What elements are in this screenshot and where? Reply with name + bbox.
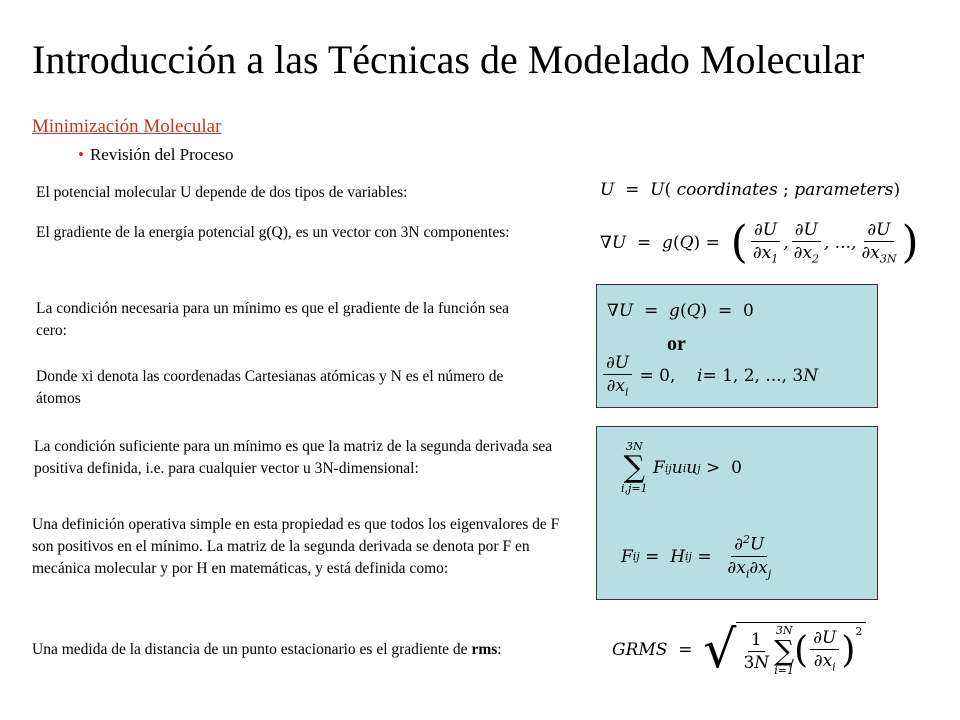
bullet-text: Revisión del Proceso: [89, 145, 234, 164]
text-coordinates: Donde xi denota las coordenadas Cartesianas atómicas y N es el número de átomos: [36, 368, 504, 407]
text-gradient: El gradiente de la energía potencial g(Q), es un vector con 3N componentes:: [36, 224, 510, 241]
eq-coordinates: coordinates: [676, 180, 778, 200]
page-title: Introducción a las Técnicas de Modelado Molecular: [32, 37, 865, 82]
text-rms-bold: rms: [471, 641, 498, 658]
condition-box-sufficient: [596, 426, 878, 600]
text-eigenvalues: Una definición operativa simple en esta propiedad es que todos los eigenvalores de F son positivos en el mínimo. La matriz de la segunda derivada se denota por F en mecánica molecular y por H en matemáticas, y está definida como:: [32, 516, 560, 577]
or-label: or: [667, 333, 686, 355]
equation-potential: U = U( coordinates ; parameters): [600, 180, 901, 200]
condition-box-necessary: [596, 284, 878, 408]
eq-parameters: parameters: [794, 180, 894, 200]
bullet-dot-icon: •: [78, 145, 84, 164]
eq-partial-zero: $\frac{\partial U}{\partial x_i}$ = 0, i = 1, 2, ..., 3 N: [601, 353, 818, 398]
equation-grms: GRMS = √ $\frac{1}{3N}$ 3N ∑ i=1 ( $\frac{\partial U}{\partial x_i}$ ) $^2$: [612, 622, 866, 677]
equation-gradient: ∇ U = g ( Q ) = ( $\frac{\partial U}{\partial x_1}$ , $\frac{\partial U}{\partial x_2}$ , ..., $\frac{\partial U}{\partial x_{3N}}$ ): [600, 216, 919, 268]
text-rms-prefix: Una medida de la distancia de un punto estacionario es el gradiente de: [32, 641, 472, 658]
section-heading: Minimización Molecular: [32, 116, 222, 137]
bullet-item: [78, 145, 234, 165]
text-rms: [32, 639, 502, 661]
text-necessary: La condición necesaria para un mínimo es que el gradiente de la función sea cero:: [36, 300, 509, 339]
eq-grms-label: GRMS: [612, 639, 668, 660]
eq-hessian: F ij = H ij = $\frac{\partial^2U}{\partial x_i\partial x_j}$: [621, 533, 772, 581]
text-rms-suffix: :: [497, 641, 502, 658]
text-sufficient: La condición suficiente para un mínimo es que la matriz de la segunda derivada sea positiva definida, i.e. para cualquier vector u 3N-dimensional:: [34, 438, 553, 477]
eq-gradient-zero: ∇U = g(Q) = 0: [607, 301, 754, 321]
eq-positive-definite: 3N ∑ i,j=1 F ij u i u j > 0: [621, 440, 742, 495]
text-potential: El potencial molecular U depende de dos tipos de variables:: [36, 184, 408, 201]
